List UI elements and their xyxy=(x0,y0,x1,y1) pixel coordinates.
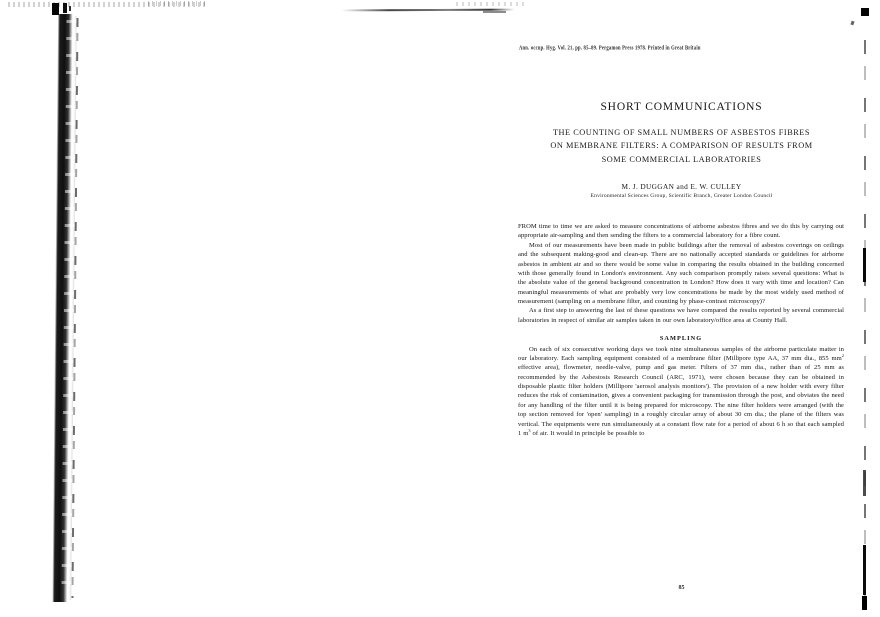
body-paragraph: FROM time to time we are asked to measure concentrations of airborne asbestos fibres and we do this by carrying out appropriate air-sampling and then sending the filters to a commercial laboratory for a fibre count. xyxy=(518,223,844,240)
sampling-text-part-3: of air. It would in principle be possible to xyxy=(530,429,645,437)
article-title-line-1: THE COUNTING OF SMALL NUMBERS OF ASBESTOS FIBRES xyxy=(552,128,811,137)
author-affiliation: Environmental Sciences Group, Scientific Branch, Greater London Council xyxy=(590,193,773,199)
sampling-text-part-2: effective area), flowmeter, needle-valve, pump and gas meter. Filters of 37 mm dia., rather than of 25 mm as recommended by the Asbestosis Research Council (ARC, 1971), were chosen because they can be obtained in disposable plastic filter holders (Millipore 'aerosol analysis monitors'). The provision of a new holder with every filter reduces the risk of contamination, gives a convenient packaging for transmission through the post, and obviates the need for any handling of the filter until it is being prepared for microscopy. The nine filter holders were arranged (with the top section removed for 'open' sampling) in a roughly circular array of about 30 cm dia.; the plane of the filters was vertical. The equipments were run simultaneously at a constant flow rate for a period of about 6 h so that each sampled 1 m xyxy=(518,364,844,437)
article-title xyxy=(519,126,844,166)
section-label-short-communications: SHORT COMMUNICATIONS xyxy=(600,101,763,113)
section-heading-sampling: SAMPLING xyxy=(659,335,703,343)
page-number: 85 xyxy=(678,585,685,591)
body-paragraph-sampling xyxy=(518,345,844,439)
body-paragraph: As a first step to answering the last of these questions we have compared the results reported by several commercial laboratories in respect of similar air samples taken in our own laboratory/office area at County Hall. xyxy=(518,307,844,324)
body-paragraph: Most of our measurements have been made in public buildings after the removal of asbestos coverings on ceilings and the subsequent making-good and clean-up. There are no nationally accepted standards or guidelines for airborne asbestos in ambient air and so there would be some value in comparing the results obtained in the building concerned with those generally found in London's environment. Any such comparison promptly raises several questions: What is the absolute value of the general background concentration in London? How does it vary with time and location? Can meaningful measurements of what are probably very low concentrations be made by the most widely used method of measurement (sampling on a membrane filter, and counting by phase-contrast microscopy)? xyxy=(518,241,844,305)
sampling-superscript-area: 2 xyxy=(841,352,844,358)
body-text-column xyxy=(518,222,844,438)
article-title-line-3: SOME COMMERCIAL LABORATORIES xyxy=(601,154,762,164)
sampling-superscript-volume: 3 xyxy=(528,427,531,433)
article-title-line-2: ON MEMBRANE FILTERS: A COMPARISON OF RESULTS FROM xyxy=(550,141,813,151)
journal-citation-header: Ann. occup. Hyg. Vol. 21, pp. 85–89. Pergamon Press 1978. Printed in Great Britain xyxy=(519,44,701,51)
sampling-text-part-1: On each of six consecutive working days we took nine simultaneous samples of the airborne particulate matter in our laboratory. Each sampling equipment consisted of a membrane filter (Millipore type AA, 37 mm dia., 855 mm xyxy=(518,345,844,362)
author-list: M. J. DUGGAN and E. W. CULLEY xyxy=(621,182,742,191)
